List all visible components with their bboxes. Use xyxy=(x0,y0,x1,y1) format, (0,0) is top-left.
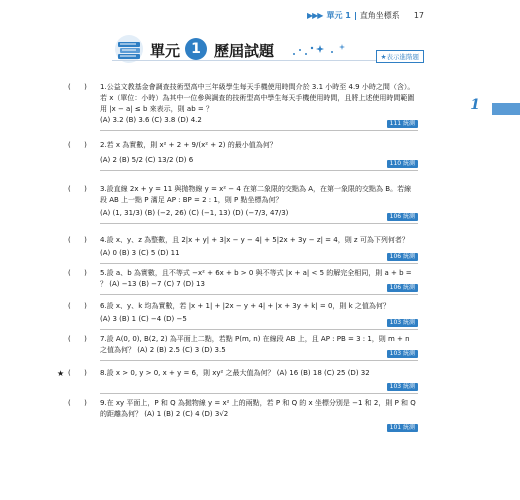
exam-tag: 103 統測 xyxy=(387,383,418,391)
question-1 xyxy=(68,82,418,127)
question-text: 7.設 A(0, 0), B(2, 2) 為平面上二點，若點 P(m, n) 在線段 AB 上，且 AP : PB = 3 : 1，則 m + n 之值為何？ (A) 2 (B) 2.5 (C) 3 (D) 3.5 xyxy=(100,335,410,354)
advanced-legend: ★表示進階題 xyxy=(376,50,424,63)
question-2 xyxy=(68,140,418,167)
divider xyxy=(100,393,418,394)
header-unit: 單元 1 xyxy=(326,11,351,20)
exam-tag: 101 統測 xyxy=(387,424,418,432)
answer-blank: ( ) xyxy=(68,399,87,407)
question-options: (A) 3 (B) 1 (C) −4 (D) −5 xyxy=(100,315,187,323)
banner-unit-number: 1 xyxy=(185,38,207,60)
answer-blank: ( ) xyxy=(68,369,87,377)
divider xyxy=(100,263,418,264)
question-3 xyxy=(68,184,418,220)
chapter-tab xyxy=(492,103,520,115)
divider xyxy=(100,294,418,295)
exam-tag: 103 統測 xyxy=(387,350,418,358)
question-text: 3.設直線 2x + y = 11 與拋物線 y = x² − 4 在第二象限的交點為 A，在第一象限的交點為 B。若線段 AB 上一點 P 滿足 AP : BP = 2 : 1，則 P 點坐標為何？ xyxy=(100,185,412,204)
divider xyxy=(100,170,418,171)
banner-unit-label: 單元 xyxy=(150,42,181,60)
question-options: (A) 0 (B) 3 (C) 5 (D) 11 xyxy=(100,249,180,257)
answer-blank: ( ) xyxy=(68,185,87,193)
question-options: (A) 2 (B) 5/2 (C) 13/2 (D) 6 xyxy=(100,156,194,164)
exam-tag: 106 統測 xyxy=(387,213,418,221)
divider xyxy=(100,130,418,131)
divider xyxy=(100,329,418,330)
question-4 xyxy=(68,235,418,260)
question-text: 6.設 x、y、k 均為實數，若 |x + 1| + |2x − y + 4| + |x + 3y + k| = 0，則 k 之值為何？ xyxy=(100,302,390,310)
divider xyxy=(100,223,418,224)
question-9 xyxy=(68,398,418,431)
answer-blank: ( ) xyxy=(68,83,87,91)
answer-blank: ( ) xyxy=(68,335,87,343)
exam-tag: 106 統測 xyxy=(387,284,418,292)
header-arrows: ▶▶▶ xyxy=(306,11,323,20)
advanced-star-icon: ★ xyxy=(57,369,65,378)
running-header xyxy=(307,10,424,21)
answer-blank: ( ) xyxy=(68,269,87,277)
question-text: 5.設 a、b 為實數，且不等式 −x² + 6x + b > 0 與不等式 |x + a| < 5 的解完全相同，則 a + b = ？ (A) −13 (B) −7 (C) 7 (D) 13 xyxy=(100,269,412,288)
header-section: 直角坐標系 xyxy=(359,11,400,20)
decorative-dots-icon xyxy=(290,42,350,58)
exam-tag: 111 統測 xyxy=(387,120,418,128)
divider xyxy=(100,360,418,361)
question-7 xyxy=(68,334,418,357)
chapter-number: 1 xyxy=(470,97,480,113)
exam-tag: 103 統測 xyxy=(387,319,418,327)
answer-blank: ( ) xyxy=(68,302,87,310)
page-number: 17 xyxy=(413,11,424,20)
question-options: (A) 3.2 (B) 3.6 (C) 3.8 (D) 4.2 xyxy=(100,116,202,124)
question-6 xyxy=(68,301,418,326)
exam-tag: 110 統測 xyxy=(387,160,418,168)
header-separator xyxy=(355,12,356,20)
question-text: 2.若 x 為實數，則 x² + 2 + 9/(x² + 2) 的最小值為何？ xyxy=(100,141,277,149)
question-5 xyxy=(68,268,418,291)
question-text: 1.公益文教基金會調查技術型高中三年級學生每天手機使用時間介於 3.1 小時至 4.9 小時之間（含）。若 x（單位：小時）為其中一位參與調查的技術型高中學生每天手機使用時間，且將上述使用時間範圍用 |x − a| ≤ b 來表示，則 ab = ？ xyxy=(100,83,415,113)
question-8 xyxy=(57,368,418,390)
exam-tag: 106 統測 xyxy=(387,253,418,261)
question-options: (A) (1, 31/3) (B) (−2, 26) (C) (−1, 13) (D) (−7/3, 47/3) xyxy=(100,209,289,217)
question-text: 4.設 x、y、z 為整數，且 2|x + y| + 3|x − y − 4| + 5|2x + 3y − z| = 4，則 z 可為下列何者？ xyxy=(100,236,409,244)
answer-blank: ( ) xyxy=(68,236,87,244)
banner-title: 歷屆試題 xyxy=(214,42,275,60)
answer-blank: ( ) xyxy=(68,141,87,149)
banner-underline xyxy=(112,60,412,61)
question-text: 9.在 xy 平面上，P 和 Q 為拋物線 y = x² 上的兩點，若 P 和 Q 的 x 坐標分別是 −1 和 2，則 P 和 Q 的距離為何？ (A) 1 (B) 2 (C) 4 (D) 3√2 xyxy=(100,399,416,418)
question-text: 8.設 x > 0, y > 0, x + y = 6，則 xy² 之最大值為何？ (A) 16 (B) 18 (C) 25 (D) 32 xyxy=(100,369,370,377)
unit-banner xyxy=(112,38,414,62)
